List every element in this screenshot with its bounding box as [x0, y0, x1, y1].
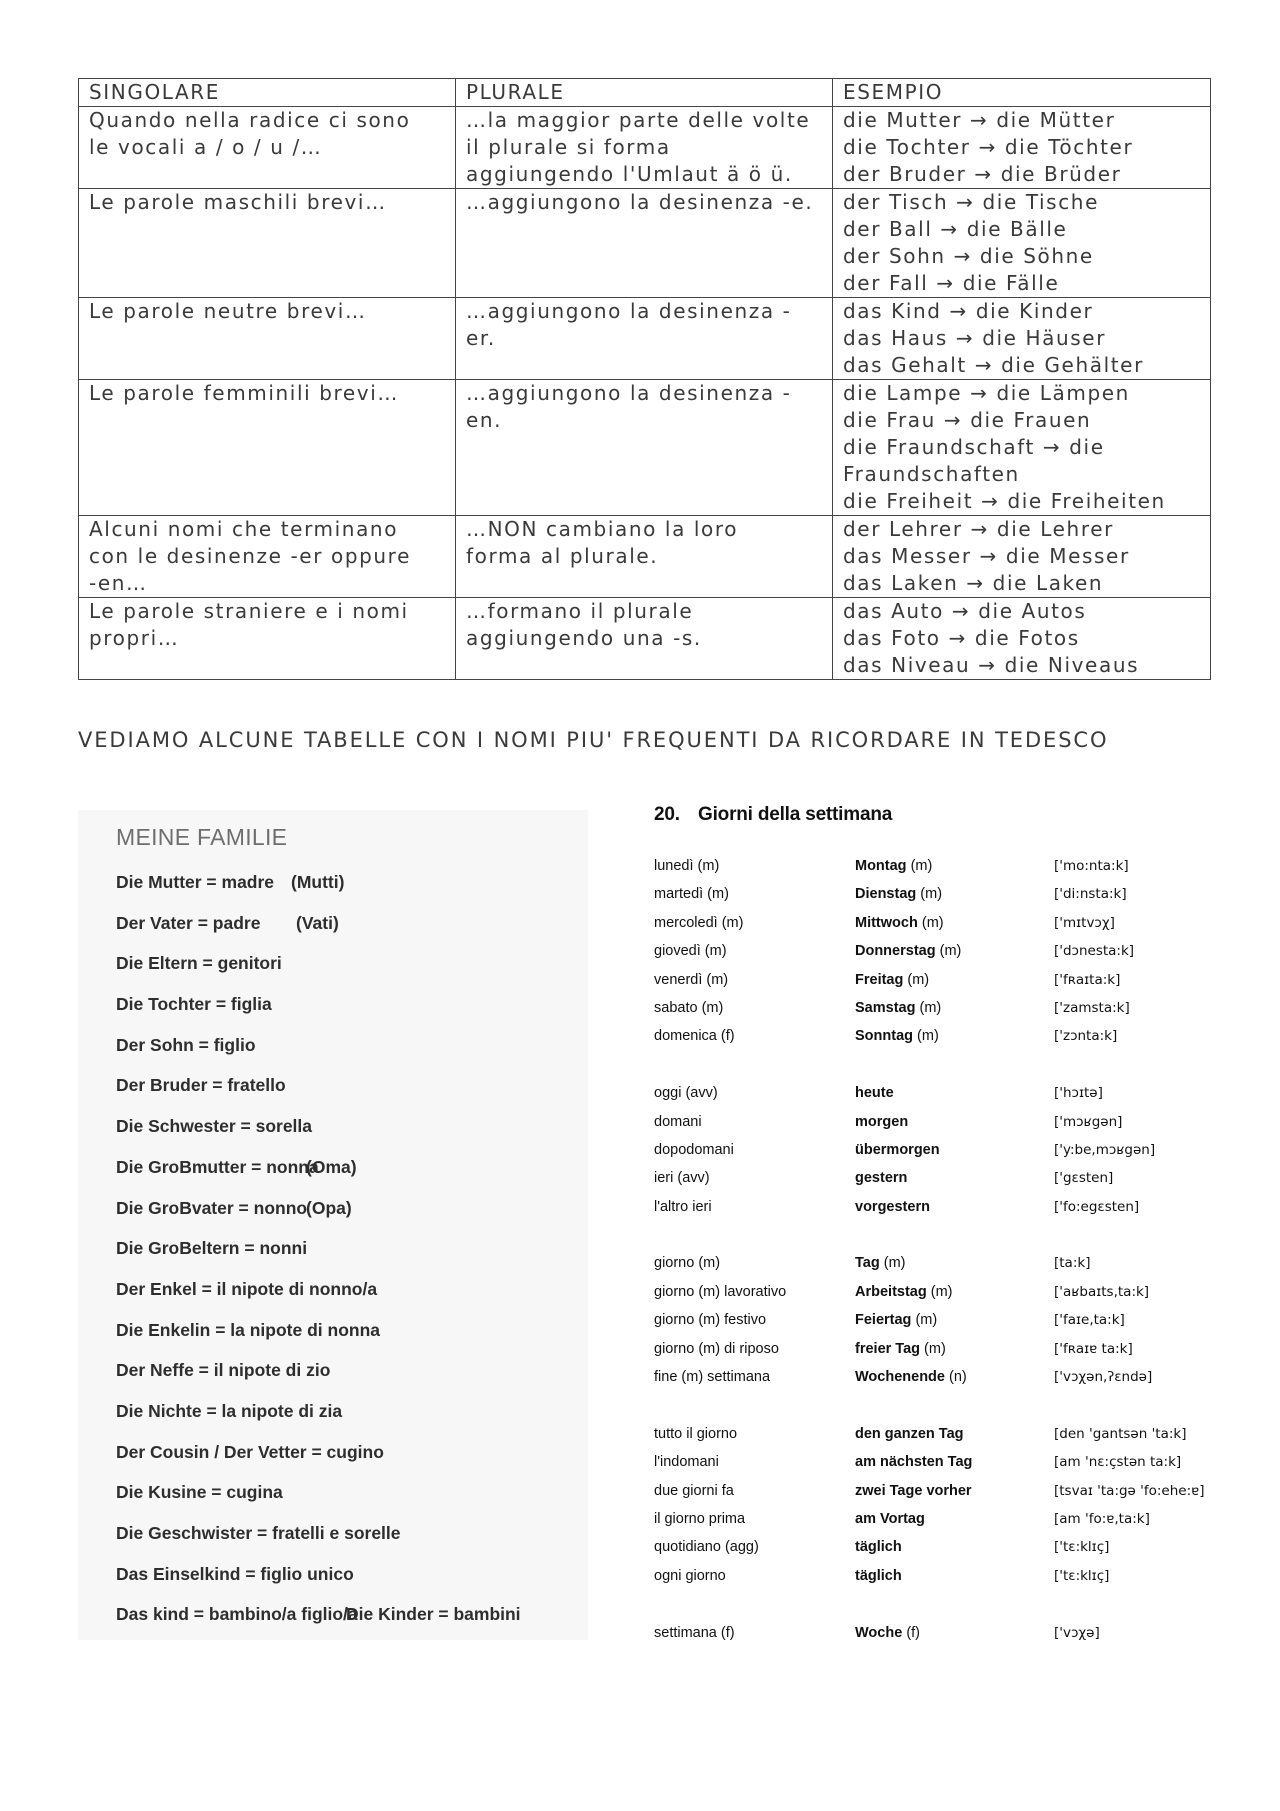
- family-term: Die GroBmutter = nonna: [116, 1156, 319, 1177]
- cell-plurale: [456, 598, 833, 680]
- family-title: MEINE FAMILIE: [116, 824, 288, 850]
- header-singolare: SINGOLARE: [79, 79, 456, 107]
- german-gender: (m): [917, 1028, 939, 1045]
- family-term: Der Sohn = figlio: [116, 1034, 256, 1055]
- plural-rules-table: [78, 78, 1211, 680]
- plurale-line: …aggiungono la desinenza -: [466, 299, 792, 323]
- pronunciation: ['di:nsta:k]: [1054, 886, 1127, 903]
- plurale-line: il plurale si forma: [466, 135, 671, 159]
- german-word: zwei Tage vorher: [855, 1482, 972, 1499]
- plurale-line: …aggiungono la desinenza -: [466, 381, 792, 405]
- table-row: [79, 380, 1211, 516]
- german-gender: (f): [906, 1624, 920, 1641]
- german-word: morgen: [855, 1113, 909, 1130]
- pronunciation: ['zɔnta:k]: [1054, 1028, 1118, 1045]
- family-item: [116, 953, 586, 994]
- singolare-line: Quando nella radice ci sono: [89, 108, 411, 132]
- days-row: [654, 858, 1254, 886]
- german-word: Wochenende: [855, 1369, 945, 1386]
- cell-singolare: [79, 516, 456, 598]
- family-term: Die Mutter = madre: [116, 872, 275, 892]
- family-item: [116, 1320, 586, 1361]
- esempio-line: die Tochter → die Töchter: [843, 135, 1134, 159]
- cell-plurale: [456, 380, 833, 516]
- german-gender: (m): [930, 1283, 953, 1300]
- italian-term: l'indomani: [654, 1454, 719, 1471]
- german-word: Woche: [855, 1624, 903, 1641]
- plurale-line: en.: [466, 408, 503, 432]
- plurale-line: …la maggior parte delle volte: [466, 108, 811, 132]
- family-term: Der Vater = padre: [116, 912, 261, 933]
- cell-esempio: [833, 516, 1211, 598]
- german-gender: (m): [939, 943, 962, 960]
- german-word: Dienstag: [855, 886, 917, 903]
- family-term: Die Kusine = cugina: [116, 1482, 283, 1503]
- header-esempio: ESEMPIO: [833, 79, 1211, 107]
- days-section-number: 20.: [654, 804, 680, 825]
- german-term: [855, 1028, 939, 1044]
- days-row: [654, 1284, 1254, 1312]
- german-term: [855, 1170, 907, 1186]
- days-row: [654, 1539, 1254, 1567]
- german-word: Donnerstag: [855, 943, 936, 960]
- family-term: Der Cousin / Der Vetter = cugino: [116, 1441, 384, 1462]
- family-item: [116, 1035, 586, 1076]
- german-word: täglich: [855, 1567, 902, 1584]
- pronunciation: ['fo:egɛsten]: [1054, 1198, 1140, 1215]
- family-term-alt: Die Kinder = bambini: [346, 1604, 521, 1625]
- german-gender: (m): [920, 886, 943, 903]
- esempio-line: das Messer → die Messer: [843, 544, 1130, 568]
- days-row: [654, 1085, 1254, 1113]
- italian-term: dopodomani: [654, 1141, 734, 1158]
- days-row: [654, 1255, 1254, 1283]
- pronunciation: ['gɛsten]: [1054, 1170, 1114, 1187]
- family-term: Die Schwester = sorella: [116, 1116, 313, 1137]
- german-gender: (m): [921, 914, 944, 931]
- german-term: [855, 1000, 941, 1016]
- german-term: [855, 1483, 972, 1499]
- family-term-alt: (Vati): [296, 912, 339, 933]
- family-item: [116, 872, 586, 913]
- family-term: Das kind = bambino/a figlio/a: [116, 1604, 358, 1625]
- cell-esempio: [833, 189, 1211, 298]
- cell-plurale: [456, 107, 833, 189]
- german-term: [855, 1142, 940, 1158]
- family-term-alt: (Oma): [306, 1156, 357, 1177]
- header-plurale: PLURALE: [456, 79, 833, 107]
- italian-term: il giorno prima: [654, 1510, 746, 1527]
- italian-term: giorno (m) festivo: [654, 1312, 767, 1329]
- pronunciation: ['faɪe,ta:k]: [1054, 1312, 1125, 1329]
- italian-term: sabato (m): [654, 999, 724, 1016]
- italian-term: settimana (f): [654, 1624, 735, 1641]
- german-word: Tag: [855, 1255, 880, 1272]
- german-term: [855, 915, 944, 931]
- days-row: [654, 1199, 1254, 1227]
- german-word: am Vortag: [855, 1510, 925, 1527]
- days-row-spacer: [654, 1057, 1254, 1085]
- pronunciation: [tsvaɪ 'ta:gə 'fo:ehe:ɐ]: [1054, 1482, 1205, 1499]
- esempio-line: die Mutter → die Mütter: [843, 108, 1116, 132]
- german-word: übermorgen: [855, 1141, 940, 1158]
- italian-term: venerdì (m): [654, 971, 729, 988]
- table-row: [79, 516, 1211, 598]
- german-term: [855, 1114, 908, 1130]
- pronunciation: ['tɛ:klɪç]: [1054, 1539, 1110, 1556]
- plurale-line: er.: [466, 326, 496, 350]
- plurale-line: forma al plurale.: [466, 544, 659, 568]
- pronunciation: ['dɔnesta:k]: [1054, 943, 1135, 960]
- family-term: Die Geschwister = fratelli e sorelle: [116, 1523, 401, 1543]
- days-row: [654, 1114, 1254, 1142]
- family-item: [116, 1401, 586, 1442]
- esempio-line: Fraundschaften: [843, 462, 1020, 486]
- italian-term: tutto il giorno: [654, 1425, 738, 1442]
- italian-term: ogni giorno: [654, 1567, 726, 1584]
- family-term: Das Einselkind = figlio unico: [116, 1563, 354, 1584]
- german-term: [855, 1312, 937, 1328]
- german-word: Montag: [855, 858, 907, 874]
- italian-term: giorno (m): [654, 1255, 721, 1272]
- german-term: [855, 1625, 920, 1641]
- family-vocabulary-panel: [78, 810, 588, 1640]
- german-term: [855, 1369, 967, 1385]
- singolare-line: con le desinenze -er oppure: [89, 544, 411, 568]
- singolare-line: Le parole maschili brevi…: [89, 190, 387, 214]
- singolare-line: Le parole straniere e i nomi: [89, 599, 409, 623]
- family-item: [116, 1279, 586, 1320]
- days-row: [654, 1568, 1254, 1596]
- esempio-line: der Fall → die Fälle: [843, 271, 1060, 295]
- days-row-spacer: [654, 1227, 1254, 1255]
- cell-plurale: [456, 516, 833, 598]
- esempio-line: das Kind → die Kinder: [843, 299, 1094, 323]
- italian-term: fine (m) settimana: [654, 1369, 771, 1386]
- family-term: Der Bruder = fratello: [116, 1075, 286, 1096]
- table-row: [79, 189, 1211, 298]
- italian-term: quotidiano (agg): [654, 1539, 759, 1556]
- italian-term: giorno (m) di riposo: [654, 1340, 779, 1357]
- german-gender: (m): [907, 971, 930, 988]
- german-word: vorgestern: [855, 1198, 930, 1215]
- esempio-line: die Frau → die Frauen: [843, 408, 1092, 432]
- italian-term: domenica (f): [654, 1028, 735, 1045]
- days-row: [654, 1625, 1254, 1653]
- pronunciation: [am 'fo:ɐ,ta:k]: [1054, 1510, 1150, 1527]
- german-gender: (m): [919, 999, 942, 1016]
- table-row: [79, 298, 1211, 380]
- table-header-row: [79, 79, 1211, 107]
- singolare-line: Le parole neutre brevi…: [89, 299, 367, 323]
- pronunciation: [ta:k]: [1054, 1255, 1091, 1272]
- cell-esempio: [833, 107, 1211, 189]
- plurale-line: …aggiungono la desinenza -e.: [466, 190, 814, 214]
- german-term: [855, 1255, 905, 1271]
- esempio-line: das Auto → die Autos: [843, 599, 1087, 623]
- family-term: Der Neffe = il nipote di zio: [116, 1360, 331, 1381]
- family-term: Die GroBeltern = nonni: [116, 1238, 308, 1259]
- days-row-spacer: [654, 1596, 1254, 1624]
- days-row: [654, 1341, 1254, 1369]
- german-term: [855, 943, 961, 959]
- cell-singolare: [79, 380, 456, 516]
- german-term: [855, 1539, 902, 1555]
- pronunciation: ['y:be,mɔʁgən]: [1054, 1141, 1156, 1158]
- family-term: Die Eltern = genitori: [116, 953, 282, 974]
- pronunciation: [den 'gantsən 'ta:k]: [1054, 1425, 1187, 1442]
- cell-plurale: [456, 189, 833, 298]
- family-item: [116, 1075, 586, 1116]
- days-row: [654, 1142, 1254, 1170]
- german-term: [855, 858, 932, 874]
- family-term: Der Enkel = il nipote di nonno/a: [116, 1278, 378, 1299]
- family-item: [116, 1360, 586, 1401]
- family-term: Die Nichte = la nipote di zia: [116, 1400, 343, 1421]
- italian-term: ieri (avv): [654, 1170, 710, 1187]
- german-word: täglich: [855, 1539, 902, 1556]
- singolare-line: Le parole femminili brevi…: [89, 381, 399, 405]
- days-row-spacer: [654, 1397, 1254, 1425]
- table-row: [79, 598, 1211, 680]
- days-row: [654, 1000, 1254, 1028]
- esempio-line: der Ball → die Bälle: [843, 217, 1068, 241]
- italian-term: martedì (m): [654, 886, 729, 903]
- days-vocabulary-table: [654, 858, 1254, 1653]
- table-row: [79, 107, 1211, 189]
- german-word: Samstag: [855, 999, 916, 1016]
- family-list: [116, 872, 586, 1645]
- plurale-line: aggiungendo l'Umlaut ä ö ü.: [466, 162, 793, 186]
- italian-term: oggi (avv): [654, 1085, 718, 1102]
- esempio-line: der Lehrer → die Lehrer: [843, 517, 1114, 541]
- italian-term: due giorni fa: [654, 1482, 734, 1499]
- days-section-title: Giorni della settimana: [698, 804, 893, 825]
- cell-singolare: [79, 189, 456, 298]
- cell-singolare: [79, 598, 456, 680]
- german-gender: (n): [949, 1369, 967, 1386]
- german-term: [855, 1426, 964, 1442]
- family-item: [116, 1523, 586, 1564]
- family-item: [116, 1238, 586, 1279]
- family-item: [116, 1116, 586, 1157]
- pronunciation: ['fʀaɪɐ ta:k]: [1054, 1340, 1133, 1357]
- german-gender: (m): [915, 1312, 938, 1329]
- german-term: [855, 886, 942, 902]
- days-row: [654, 915, 1254, 943]
- family-item: [116, 913, 586, 954]
- pronunciation: ['aʁbaɪts,ta:k]: [1054, 1283, 1150, 1300]
- singolare-line: le vocali a / o / u /…: [89, 135, 323, 159]
- german-term: [855, 1454, 972, 1470]
- german-word: heute: [855, 1085, 894, 1102]
- pronunciation: ['mɪtvɔχ]: [1054, 914, 1115, 931]
- italian-term: lunedì (m): [654, 858, 720, 874]
- days-row: [654, 943, 1254, 971]
- german-gender: (m): [910, 858, 933, 874]
- days-row: [654, 972, 1254, 1000]
- family-item: [116, 1482, 586, 1523]
- esempio-line: der Tisch → die Tische: [843, 190, 1099, 214]
- cell-esempio: [833, 298, 1211, 380]
- cell-singolare: [79, 298, 456, 380]
- pronunciation: ['vɔχə]: [1054, 1624, 1100, 1641]
- esempio-line: das Gehalt → die Gehälter: [843, 353, 1144, 377]
- german-word: Mittwoch: [855, 914, 918, 931]
- plurale-line: aggiungendo una -s.: [466, 626, 702, 650]
- singolare-line: Alcuni nomi che terminano: [89, 517, 399, 541]
- italian-term: mercoledì (m): [654, 914, 744, 931]
- family-term-alt: (Mutti): [291, 872, 345, 892]
- german-word: am nächsten Tag: [855, 1454, 973, 1471]
- days-row: [654, 1170, 1254, 1198]
- days-row: [654, 1511, 1254, 1539]
- cell-plurale: [456, 298, 833, 380]
- esempio-line: der Bruder → die Brüder: [843, 162, 1122, 186]
- cell-singolare: [79, 107, 456, 189]
- esempio-line: das Laken → die Laken: [843, 571, 1104, 595]
- family-item: [116, 1604, 586, 1645]
- german-term: [855, 1284, 953, 1300]
- german-term: [855, 1511, 925, 1527]
- family-item: [116, 1564, 586, 1605]
- pronunciation: ['mɔʁgən]: [1054, 1113, 1123, 1130]
- section-heading: VEDIAMO ALCUNE TABELLE CON I NOMI PIU' FREQUENTI DA RICORDARE IN TEDESCO: [78, 728, 1109, 752]
- pronunciation: ['zamsta:k]: [1054, 999, 1130, 1016]
- pronunciation: ['vɔχən,ʔɛndə]: [1054, 1369, 1153, 1386]
- family-item: [116, 1198, 586, 1239]
- italian-term: giorno (m) lavorativo: [654, 1283, 787, 1300]
- german-term: [855, 1568, 902, 1584]
- cell-esempio: [833, 380, 1211, 516]
- cell-esempio: [833, 598, 1211, 680]
- german-term: [855, 1199, 930, 1215]
- singolare-line: -en…: [89, 571, 148, 595]
- german-gender: (m): [924, 1340, 946, 1357]
- family-item: [116, 994, 586, 1035]
- days-row: [654, 1312, 1254, 1340]
- german-term: [855, 1341, 946, 1357]
- days-title: [654, 804, 892, 826]
- german-word: den ganzen Tag: [855, 1425, 964, 1442]
- italian-term: giovedì (m): [654, 943, 727, 960]
- family-term: Die GroBvater = nonno: [116, 1197, 308, 1218]
- german-term: [855, 1085, 894, 1101]
- days-row: [654, 1483, 1254, 1511]
- esempio-line: das Haus → die Häuser: [843, 326, 1107, 350]
- italian-term: l'altro ieri: [654, 1198, 712, 1215]
- german-word: Sonntag: [855, 1028, 913, 1045]
- esempio-line: das Foto → die Fotos: [843, 626, 1080, 650]
- days-row: [654, 1028, 1254, 1056]
- days-row: [654, 1454, 1254, 1482]
- italian-term: domani: [654, 1113, 702, 1130]
- family-item: [116, 1442, 586, 1483]
- family-term-alt: (Opa): [306, 1197, 352, 1218]
- pronunciation: ['fʀaɪta:k]: [1054, 971, 1121, 988]
- days-row: [654, 1369, 1254, 1397]
- esempio-line: der Sohn → die Söhne: [843, 244, 1094, 268]
- german-term: [855, 972, 929, 988]
- esempio-line: die Freiheit → die Freiheiten: [843, 489, 1166, 513]
- days-row: [654, 1426, 1254, 1454]
- family-term: Die Tochter = figlia: [116, 994, 272, 1015]
- german-word: Arbeitstag: [855, 1283, 927, 1300]
- german-word: freier Tag: [855, 1340, 921, 1357]
- german-word: gestern: [855, 1170, 908, 1187]
- esempio-line: die Lampe → die Lämpen: [843, 381, 1130, 405]
- plurale-line: …NON cambiano la loro: [466, 517, 739, 541]
- family-term: Die Enkelin = la nipote di nonna: [116, 1319, 380, 1340]
- pronunciation: ['hɔɪtə]: [1054, 1085, 1103, 1102]
- plurale-line: …formano il plurale: [466, 599, 694, 623]
- singolare-line: propri…: [89, 626, 180, 650]
- german-word: Feiertag: [855, 1312, 912, 1329]
- german-word: Freitag: [855, 971, 904, 988]
- esempio-line: die Fraundschaft → die: [843, 435, 1105, 459]
- pronunciation: [am 'nɛ:çstən ta:k]: [1054, 1454, 1182, 1471]
- pronunciation: ['mo:nta:k]: [1054, 858, 1129, 874]
- family-item: [116, 1157, 586, 1198]
- german-gender: (m): [883, 1255, 906, 1272]
- days-row: [654, 886, 1254, 914]
- esempio-line: das Niveau → die Niveaus: [843, 653, 1140, 677]
- pronunciation: ['tɛ:klɪç]: [1054, 1567, 1110, 1584]
